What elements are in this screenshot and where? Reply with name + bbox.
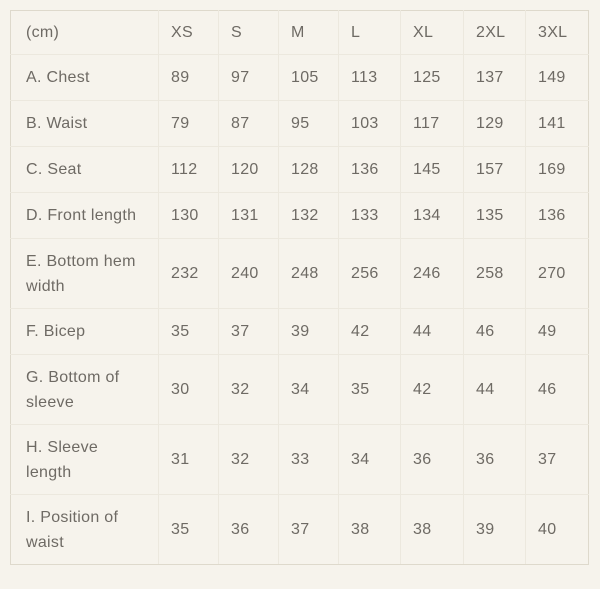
- value-cell: 46: [526, 355, 589, 425]
- value-cell: 36: [464, 425, 526, 495]
- row-label-cell: D. Front length: [11, 193, 159, 239]
- value-cell: 133: [339, 193, 401, 239]
- value-cell: 38: [401, 495, 464, 565]
- value-cell: 37: [219, 309, 279, 355]
- value-cell: 79: [159, 101, 219, 147]
- row-sleeve-length: [11, 425, 589, 495]
- row-waist: [11, 101, 589, 147]
- size-header-l: L: [339, 11, 401, 55]
- value-cell: 97: [219, 55, 279, 101]
- value-cell: 132: [279, 193, 339, 239]
- value-cell: 36: [401, 425, 464, 495]
- row-position-of-waist: [11, 495, 589, 565]
- value-cell: 36: [219, 495, 279, 565]
- header-row: [11, 11, 589, 55]
- value-cell: 40: [526, 495, 589, 565]
- value-cell: 258: [464, 239, 526, 309]
- size-table: [10, 10, 589, 565]
- row-label-cell: C. Seat: [11, 147, 159, 193]
- value-cell: 169: [526, 147, 589, 193]
- value-cell: 30: [159, 355, 219, 425]
- value-cell: 44: [464, 355, 526, 425]
- value-cell: 130: [159, 193, 219, 239]
- value-cell: 117: [401, 101, 464, 147]
- value-cell: 141: [526, 101, 589, 147]
- value-cell: 256: [339, 239, 401, 309]
- unit-header-cell: (cm): [11, 11, 159, 55]
- row-label-cell: E. Bottom hem width: [11, 239, 159, 309]
- value-cell: 35: [339, 355, 401, 425]
- value-cell: 240: [219, 239, 279, 309]
- row-label-cell: G. Bottom of sleeve: [11, 355, 159, 425]
- value-cell: 37: [526, 425, 589, 495]
- value-cell: 35: [159, 309, 219, 355]
- value-cell: 46: [464, 309, 526, 355]
- value-cell: 136: [339, 147, 401, 193]
- row-label-cell: I. Position of waist: [11, 495, 159, 565]
- value-cell: 137: [464, 55, 526, 101]
- value-cell: 32: [219, 425, 279, 495]
- value-cell: 136: [526, 193, 589, 239]
- row-label-cell: B. Waist: [11, 101, 159, 147]
- value-cell: 34: [339, 425, 401, 495]
- value-cell: 120: [219, 147, 279, 193]
- row-chest: [11, 55, 589, 101]
- value-cell: 105: [279, 55, 339, 101]
- value-cell: 113: [339, 55, 401, 101]
- value-cell: 103: [339, 101, 401, 147]
- size-header-xs: XS: [159, 11, 219, 55]
- value-cell: 39: [279, 309, 339, 355]
- size-chart: [10, 10, 588, 565]
- value-cell: 131: [219, 193, 279, 239]
- value-cell: 32: [219, 355, 279, 425]
- row-label-cell: A. Chest: [11, 55, 159, 101]
- size-header-xl: XL: [401, 11, 464, 55]
- row-bottom-of-sleeve: [11, 355, 589, 425]
- row-bottom-hem-width: [11, 239, 589, 309]
- value-cell: 31: [159, 425, 219, 495]
- value-cell: 270: [526, 239, 589, 309]
- value-cell: 42: [339, 309, 401, 355]
- value-cell: 248: [279, 239, 339, 309]
- size-header-3xl: 3XL: [526, 11, 589, 55]
- value-cell: 149: [526, 55, 589, 101]
- row-front-length: [11, 193, 589, 239]
- value-cell: 129: [464, 101, 526, 147]
- value-cell: 145: [401, 147, 464, 193]
- size-header-2xl: 2XL: [464, 11, 526, 55]
- value-cell: 34: [279, 355, 339, 425]
- value-cell: 87: [219, 101, 279, 147]
- value-cell: 35: [159, 495, 219, 565]
- row-bicep: [11, 309, 589, 355]
- size-header-m: M: [279, 11, 339, 55]
- value-cell: 33: [279, 425, 339, 495]
- value-cell: 49: [526, 309, 589, 355]
- row-seat: [11, 147, 589, 193]
- value-cell: 232: [159, 239, 219, 309]
- size-header-s: S: [219, 11, 279, 55]
- value-cell: 38: [339, 495, 401, 565]
- value-cell: 39: [464, 495, 526, 565]
- value-cell: 89: [159, 55, 219, 101]
- value-cell: 246: [401, 239, 464, 309]
- value-cell: 95: [279, 101, 339, 147]
- value-cell: 128: [279, 147, 339, 193]
- row-label-cell: H. Sleeve length: [11, 425, 159, 495]
- row-label-cell: F. Bicep: [11, 309, 159, 355]
- value-cell: 157: [464, 147, 526, 193]
- value-cell: 135: [464, 193, 526, 239]
- value-cell: 42: [401, 355, 464, 425]
- value-cell: 44: [401, 309, 464, 355]
- value-cell: 112: [159, 147, 219, 193]
- value-cell: 37: [279, 495, 339, 565]
- value-cell: 134: [401, 193, 464, 239]
- value-cell: 125: [401, 55, 464, 101]
